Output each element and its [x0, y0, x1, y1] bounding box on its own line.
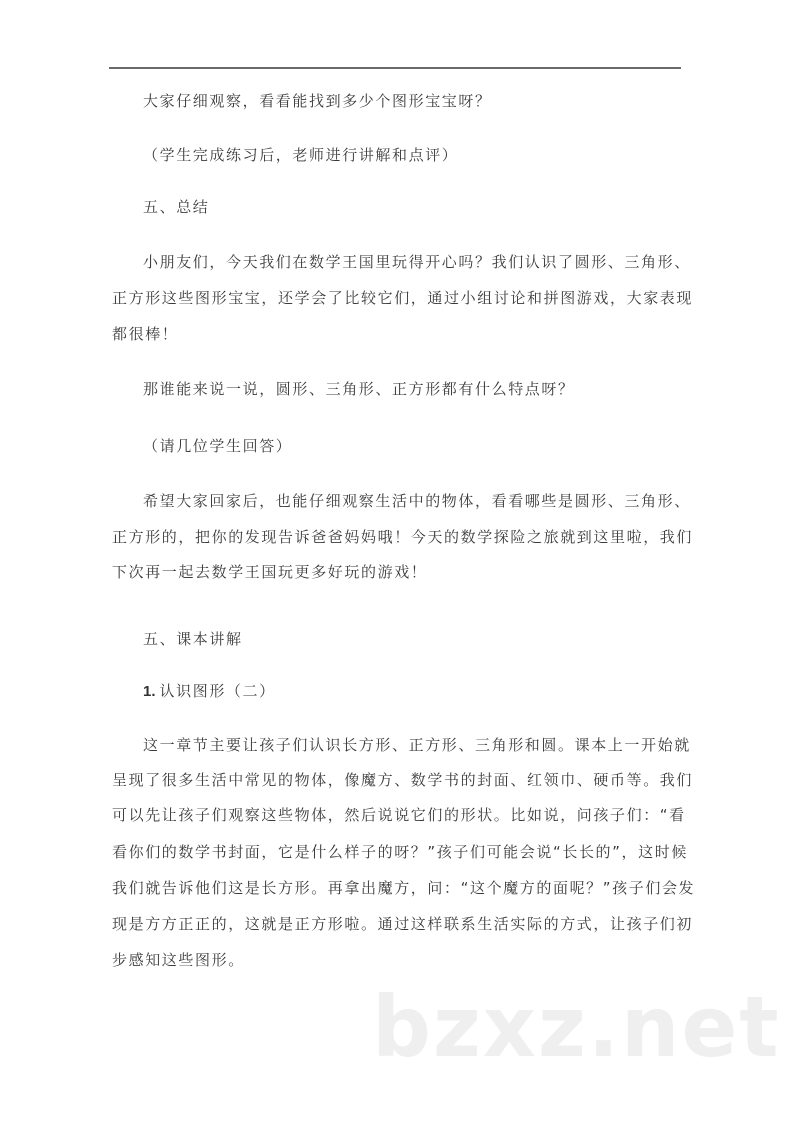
paragraph-line: 大家仔细观察，看看能找到多少个图形宝宝呀？	[143, 92, 492, 110]
paragraph-line: 我们就告诉他们这是长方形。再拿出魔方，问：“这个魔方的面呢？”孩子们会发	[112, 879, 696, 897]
paragraph-line: 正方形这些图形宝宝，还学会了比较它们，通过小组讨论和拼图游戏，大家表现	[112, 289, 694, 307]
paragraph-line: 都很棒！	[112, 325, 179, 343]
paragraph-line: 步感知这些图形。	[112, 951, 245, 969]
paragraph-line: 正方形的，把你的发现告诉爸爸妈妈哦！今天的数学探险之旅就到这里啦，我们	[112, 528, 694, 546]
paragraph-line: （学生完成练习后，老师进行讲解和点评）	[143, 146, 459, 164]
paragraph-line: 看你们的数学书封面，它是什么样子的呀？”孩子们可能会说“长长的”，这时候	[112, 843, 688, 861]
section-heading-textbook: 五、课本讲解	[143, 630, 243, 648]
paragraph-line: 希望大家回家后，也能仔细观察生活中的物体，看看哪些是圆形、三角形、	[143, 492, 691, 510]
paragraph-line: 这一章节主要让孩子们认识长方形、正方形、三角形和圆。课本上一开始就	[143, 736, 691, 754]
paragraph-line: 呈现了很多生活中常见的物体，像魔方、数学书的封面、红领巾、硬币等。我们	[112, 771, 694, 789]
paragraph-line: 下次再一起去数学王国玩更多好玩的游戏！	[112, 563, 428, 581]
section-heading-summary: 五、总结	[143, 198, 210, 216]
paragraph-line: （请几位学生回答）	[143, 437, 293, 455]
subheading-number: 1.	[143, 683, 156, 700]
paragraph-line: 现是方方正正的，这就是正方形啦。通过这样联系生活实际的方式，让孩子们初	[112, 915, 694, 933]
watermark: bzxz.net	[372, 978, 781, 1076]
paragraph-line: 那谁能来说一说，圆形、三角形、正方形都有什么特点呀？	[143, 380, 575, 398]
subheading-recognize-shapes	[143, 681, 276, 701]
paragraph-line: 可以先让孩子们观察这些物体，然后说说它们的形状。比如说，问孩子们：“看	[112, 806, 686, 824]
paragraph-line: 小朋友们，今天我们在数学王国里玩得开心吗？我们认识了圆形、三角形、	[143, 253, 691, 271]
subheading-text: 认识图形（二）	[159, 682, 276, 700]
header-rule	[109, 67, 681, 69]
